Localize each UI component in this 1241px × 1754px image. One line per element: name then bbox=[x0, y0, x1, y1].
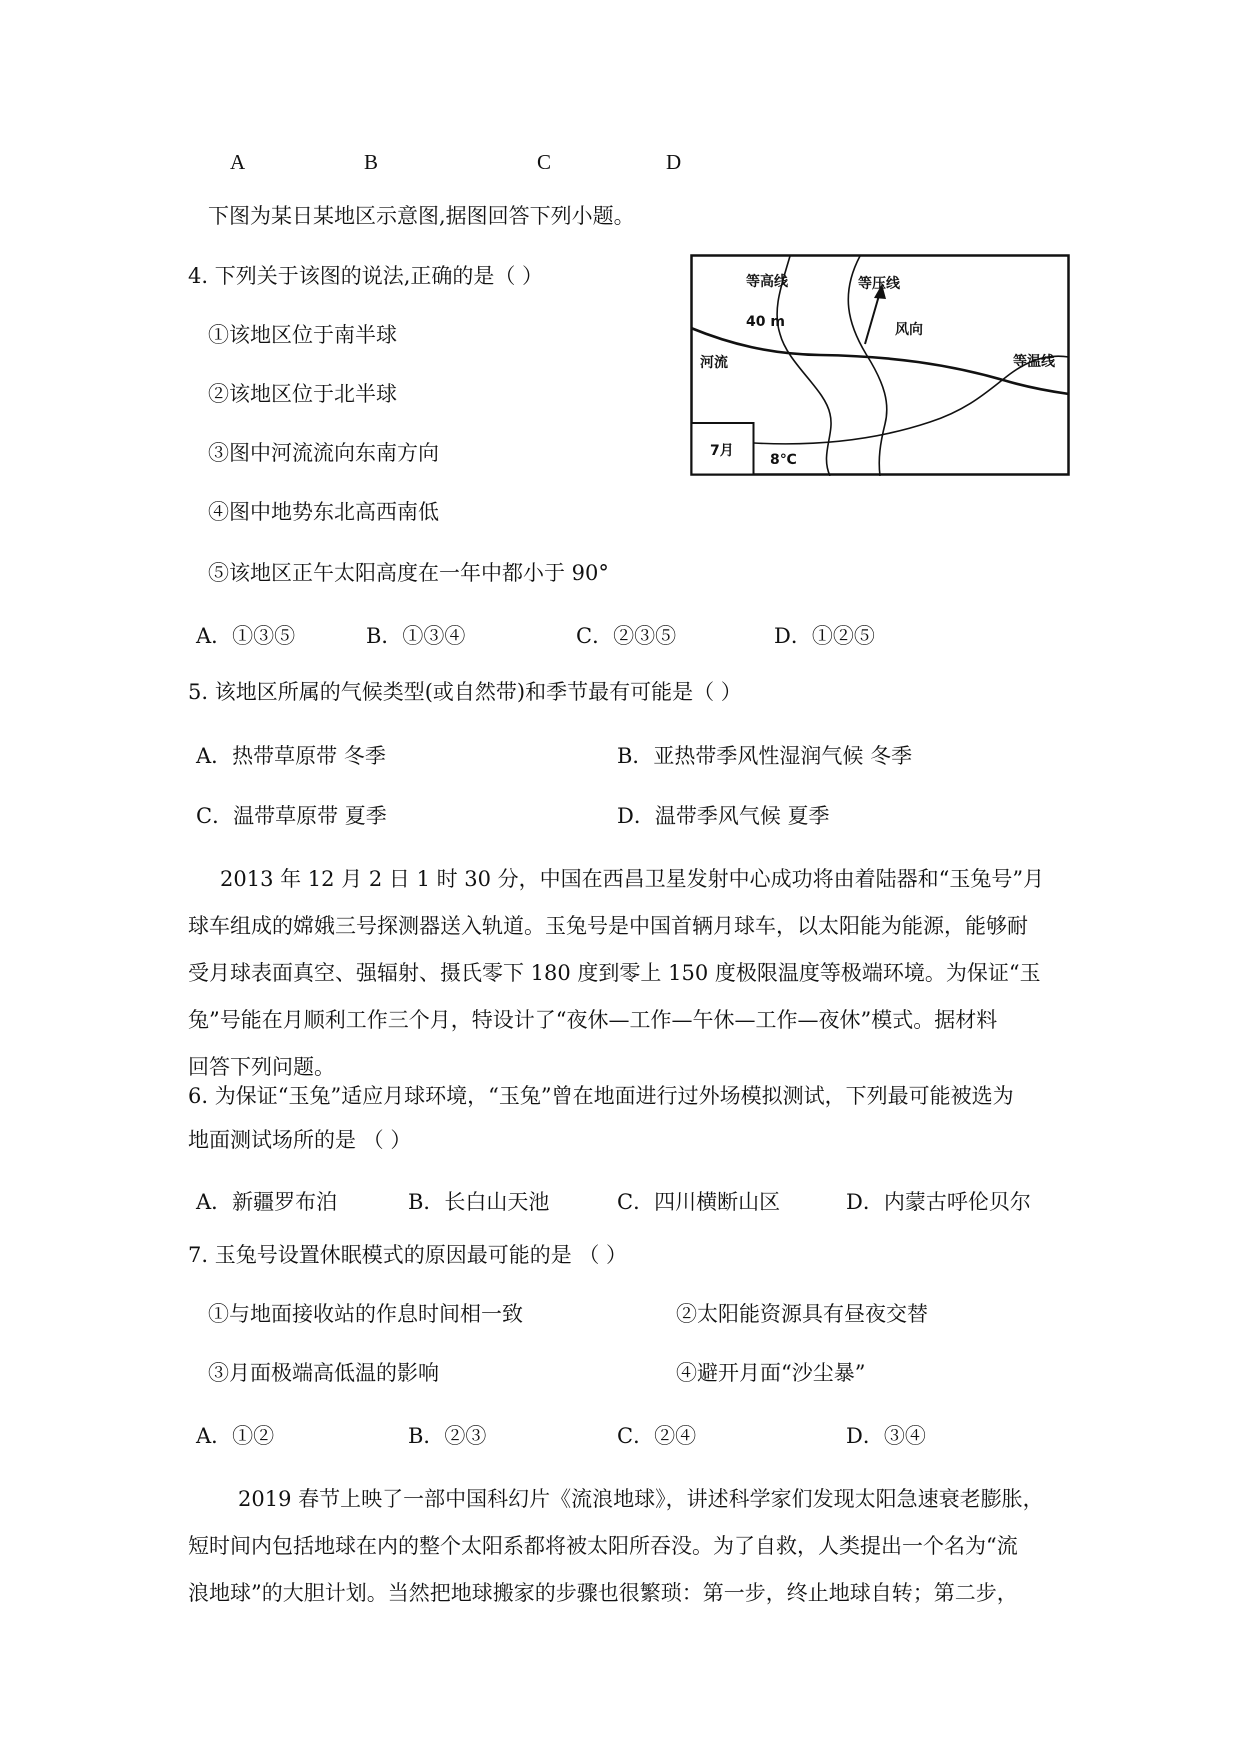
q7-statement-2: ②太阳能资源具有昼夜交替 bbox=[676, 1302, 928, 1326]
q7-option-a[interactable]: A．①② bbox=[196, 1424, 275, 1448]
label-month: 7月 bbox=[710, 443, 734, 459]
q4-option-a[interactable]: A．①③⑤ bbox=[196, 624, 296, 648]
label-isotherm: 等温线 bbox=[1013, 354, 1055, 370]
q5-option-c[interactable]: C．温带草原带 夏季 bbox=[196, 804, 387, 828]
q6-option-a[interactable]: A．新疆罗布泊 bbox=[196, 1190, 338, 1214]
q5-option-a[interactable]: A．热带草原带 冬季 bbox=[196, 744, 386, 768]
q6-stem-line-2: 地面测试场所的是 （ ） bbox=[188, 1128, 412, 1152]
q4-statement-5: ⑤该地区正午太阳高度在一年中都小于 90° bbox=[208, 561, 609, 585]
q6-option-b[interactable]: B．长白山天池 bbox=[408, 1190, 550, 1214]
q4-statement-2: ②该地区位于北半球 bbox=[208, 382, 397, 406]
q4-option-c[interactable]: C．②③⑤ bbox=[576, 624, 677, 648]
q6-stem-line-1: 6. 为保证“玉兔”适应月球环境，“玉兔”曾在地面进行过外场模拟测试，下列最可能被选为 bbox=[188, 1084, 1014, 1108]
intro-text: 下图为某日某地区示意图,据图回答下列小题。 bbox=[208, 204, 635, 228]
passage-1-line-3: 受月球表面真空、强辐射、摄氏零下 180 度到零上 150 度极限温度等极端环境。为保证“玉 bbox=[188, 961, 1041, 985]
passage-1-line-4: 兔”号能在月顺利工作三个月，特设计了“夜休—工作—午休—工作—夜休”模式。据材料 bbox=[188, 1008, 998, 1032]
top-options-row bbox=[0, 150, 1241, 176]
passage-2-line-1: 2019 春节上映了一部中国科幻片《流浪地球》，讲述科学家们发现太阳急速衰老膨胀， bbox=[238, 1487, 1044, 1511]
label-contour: 等高线 bbox=[746, 274, 788, 290]
q4-option-d[interactable]: D．①②⑤ bbox=[774, 624, 875, 648]
passage-2-line-3: 浪地球”的大胆计划。当然把地球搬家的步骤也很繁琐：第一步，终止地球自转；第二步， bbox=[188, 1581, 1018, 1605]
q6-option-c[interactable]: C．四川横断山区 bbox=[617, 1190, 781, 1214]
q7-statement-3: ③月面极端高低温的影响 bbox=[208, 1361, 439, 1385]
top-option-b: B bbox=[364, 150, 379, 174]
label-river: 河流 bbox=[700, 355, 728, 371]
label-wind: 风向 bbox=[895, 322, 923, 338]
q5-option-b[interactable]: B．亚热带季风性湿润气候 冬季 bbox=[617, 744, 913, 768]
q7-option-b[interactable]: B．②③ bbox=[408, 1424, 487, 1448]
q4-statement-1: ①该地区位于南半球 bbox=[208, 323, 397, 347]
region-diagram bbox=[690, 254, 1070, 476]
passage-2 bbox=[188, 1476, 1060, 1617]
passage-1-line-2: 球车组成的嫦娥三号探测器送入轨道。玉兔号是中国首辆月球车，以太阳能为能源，能够耐 bbox=[188, 914, 1028, 938]
q5-stem: 5. 该地区所属的气候类型(或自然带)和季节最有可能是（ ） bbox=[188, 680, 742, 704]
q7-statement-4: ④避开月面“沙尘暴” bbox=[676, 1361, 866, 1385]
q7-option-d[interactable]: D．③④ bbox=[846, 1424, 926, 1448]
label-temperature: 8℃ bbox=[770, 452, 797, 468]
q6-option-d[interactable]: D．内蒙古呼伦贝尔 bbox=[846, 1190, 1031, 1214]
label-contour-value: 40 m bbox=[746, 314, 785, 330]
q4-statement-4: ④图中地势东北高西南低 bbox=[208, 500, 439, 524]
q4-option-b[interactable]: B．①③④ bbox=[366, 624, 466, 648]
passage-2-line-2: 短时间内包括地球在内的整个太阳系都将被太阳所吞没。为了自救，人类提出一个名为“流 bbox=[188, 1534, 1018, 1558]
q7-option-c[interactable]: C．②④ bbox=[617, 1424, 697, 1448]
q7-stem: 7. 玉兔号设置休眠模式的原因最可能的是 （ ） bbox=[188, 1243, 628, 1267]
top-option-a: A bbox=[230, 150, 246, 174]
q4-stem: 4. 下列关于该图的说法,正确的是（ ） bbox=[188, 264, 544, 288]
q7-statement-1: ①与地面接收站的作息时间相一致 bbox=[208, 1302, 523, 1326]
q4-statement-3: ③图中河流流向东南方向 bbox=[208, 441, 439, 465]
passage-1-line-5: 回答下列问题。 bbox=[188, 1055, 335, 1079]
top-option-d: D bbox=[666, 150, 682, 174]
label-isobar: 等压线 bbox=[858, 276, 900, 292]
passage-1 bbox=[188, 856, 1060, 1091]
top-option-c: C bbox=[537, 150, 552, 174]
q5-option-d[interactable]: D．温带季风气候 夏季 bbox=[617, 804, 830, 828]
passage-1-line-1: 2013 年 12 月 2 日 1 时 30 分，中国在西昌卫星发射中心成功将由着陆器和“玉兔号”月 bbox=[220, 867, 1045, 891]
